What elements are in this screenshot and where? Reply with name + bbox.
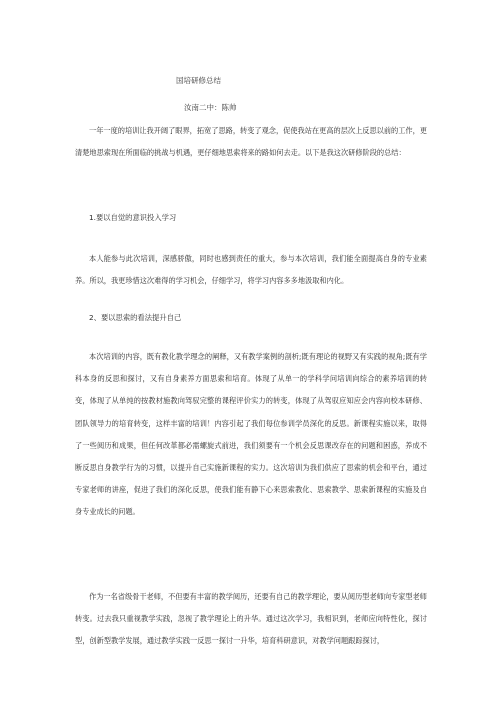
section-2-paragraph: 本次培训的内容，既有教化教学理念的阐释，又有教学案例的剖析;既有理论的视野又有实践的视角;既有学科本身的反思和探讨，又有自身素养方面思索和培育。体现了从单一的学科学问培训向综合的素养培训的转变，体现了从单纯的按教材施教向驾驭完整的课程评价实力的转变，体现了从驾驭应知应会内容向校本研修、团队领导力的培育转变，这样丰富的培训！内容引起了我们每位参训学员深化的反思。新课程实施以来，取得了一些阅历和成果，但任何改革都必需螺旋式前进，我们须要有一个机会反思课改存在的问题和困惑，养成不断反思自身教学行为的习惯，以提升自己实施新课程的实力。这次培训为我们供应了思索的机会和平台，通过专家老师的讲座，促进了我们的深化反思，使我们能有静下心来思索教化、思索教学、思索新课程的实施及自身专业成长的问题。 (75, 352, 427, 517)
section-2-heading: 2、要以思索的看法提升自己 (89, 313, 182, 322)
section-1-heading: 1.要以自觉的意识投入学习 (89, 213, 177, 222)
section-3-paragraph: 作为一名省级骨干老师，不但要有丰富的教学阅历，还要有自己的教学理论，要从阅历型老师向专家型老师转变。过去我只重视教学实践，忽视了教学理论上的升华。通过这次学习，我相识到，老师应向特性化，探讨型，创新型教学发展，通过教学实践一反思一探讨一升华，培育科研意识，对教学问题跟踪探讨， (75, 592, 427, 646)
intro-paragraph: 一年一度的培训让我开阔了眼界，拓宽了思路，转变了观念，促使我站在更高的层次上反思以前的工作，更清楚地思索现在所面临的挑战与机遇，更仔细地思索将来的路如何去走。以下是我这次研修阶段的总结： (75, 126, 427, 158)
document-author: 汝南二中：陈帅 (184, 103, 237, 112)
section-1-paragraph: 本人能参与此次培训，深感骄傲，同时也感到责任的重大，参与本次培训，我们能全面提高自身的专业素养。所以，我更珍惜这次难得的学习机会，仔细学习，将学习内容多多地汲取和内化。 (75, 254, 427, 286)
document-title: 国培研修总结 (176, 76, 221, 85)
